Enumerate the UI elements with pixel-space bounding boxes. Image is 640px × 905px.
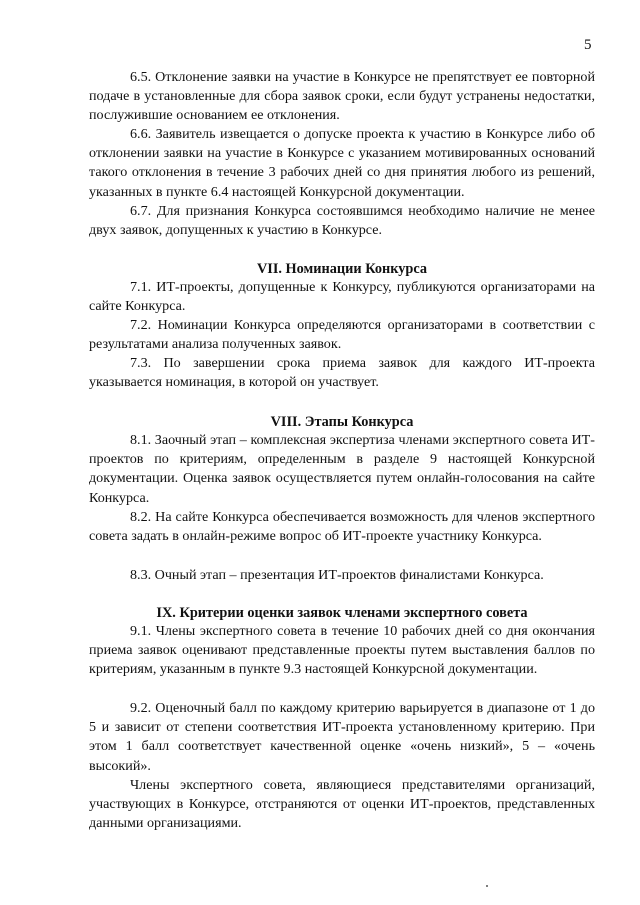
paragraph-7-2: 7.2. Номинации Конкурса определяются организаторами в соответствии с результатами анализа полученных заявок.	[89, 317, 595, 353]
paragraph-8-3: 8.3. Очный этап – презентация ИТ-проектов финалистами Конкурса.	[130, 567, 544, 583]
paragraph-7-1: 7.1. ИТ-проекты, допущенные к Конкурсу, публикуются организаторами на сайте Конкурса.	[89, 279, 595, 315]
paragraph-6-5: 6.5. Отклонение заявки на участие в Конкурсе не препятствует ее повторной подаче в установленные для сбора заявок сроки, если будут устранены недостатки, послужившие основанием ее отклонения.	[89, 69, 595, 124]
paragraph-8-2: 8.2. На сайте Конкурса обеспечивается возможность для членов экспертного совета задать в онлайн-режиме вопрос об ИТ-проекте участнику Конкурса.	[89, 509, 595, 545]
scan-dot	[486, 885, 488, 887]
section-heading-viii: VIII. Этапы Конкурса	[270, 414, 414, 430]
section-heading-vii: VII. Номинации Конкурса	[256, 261, 428, 277]
paragraph-9-1: 9.1. Члены экспертного совета в течение 10 рабочих дней со дня окончания приема заявок оценивают представленные проекты путем выставления баллов по критериям, указанным в пункте 9.3 настоящей Конкурсной документации.	[89, 623, 595, 678]
paragraph-8-1: 8.1. Заочный этап – комплексная экспертиза членами экспертного совета ИТ-проектов по критериям, определенным в разделе 9 настоящей Конкурсной документации. Оценка заявок осуществляется путем онлайн-голосования на сайте Конкурса.	[89, 432, 595, 506]
paragraph-7-3: 7.3. По завершении срока приема заявок для каждого ИТ-проекта указывается номинация, в которой он участвует.	[89, 355, 595, 391]
section-heading-ix: IX. Критерии оценки заявок членами экспертного совета	[156, 605, 528, 621]
paragraph-members: Члены экспертного совета, являющиеся представителями организаций, участвующих в Конкурсе, отстраняются от оценки ИТ-проектов, представленных данными организациями.	[89, 777, 595, 832]
page-number: 5	[584, 37, 592, 53]
paragraph-9-2: 9.2. Оценочный балл по каждому критерию варьируется в диапазоне от 1 до 5 и зависит от степени соответствия ИТ-проекта установленному критерию. При этом 1 балл соответствует качественной оценке «очень низкий», 5 – «очень высокий».	[89, 700, 595, 774]
paragraph-6-7: 6.7. Для признания Конкурса состоявшимся необходимо наличие не менее двух заявок, допущенных к участию в Конкурсе.	[89, 203, 595, 239]
paragraph-6-6: 6.6. Заявитель извещается о допуске проекта к участию в Конкурсе либо об отклонении заявки на участие в Конкурсе с указанием мотивированных оснований такого отклонения в течение 3 рабочих дней со дня принятия любого из решений, указанных в пункте 6.4 настоящей Конкурсной документации.	[89, 126, 595, 200]
